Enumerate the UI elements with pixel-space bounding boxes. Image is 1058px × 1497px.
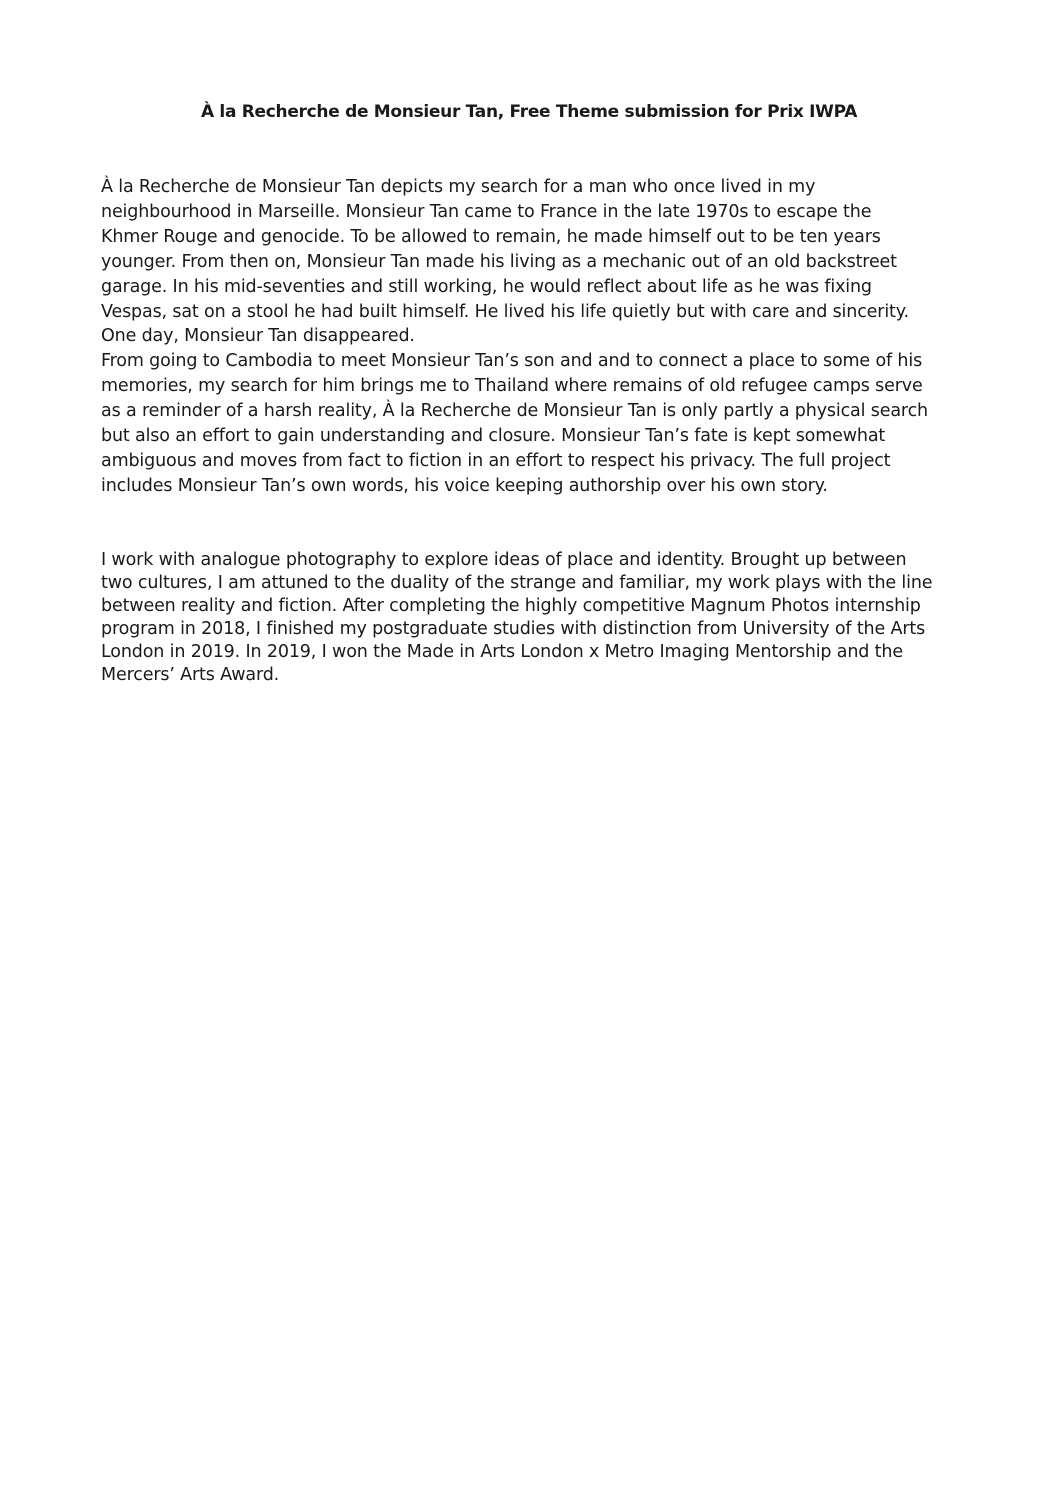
paragraph-line: includes Monsieur Tan’s own words, his voice keeping authorship over his own story.	[101, 475, 828, 496]
paragraph-line: One day, Monsieur Tan disappeared.	[101, 326, 415, 347]
paragraph-line: as a reminder of a harsh reality, À la Recherche de Monsieur Tan is only partly a physical search	[101, 401, 928, 422]
paragraph-line: From going to Cambodia to meet Monsieur Tan’s son and and to connect a place to some of his	[101, 351, 923, 372]
artist-statement-paragraph	[101, 549, 971, 688]
paragraph-line: two cultures, I am attuned to the duality of the strange and familiar, my work plays with the line	[101, 573, 933, 594]
document-title: À la Recherche de Monsieur Tan, Free Theme submission for Prix IWPA	[200, 102, 858, 122]
project-description-paragraph	[101, 175, 971, 499]
paragraph-line: I work with analogue photography to explore ideas of place and identity. Brought up between	[101, 550, 907, 570]
paragraph-line: garage. In his mid-seventies and still working, he would reflect about life as he was fixing	[101, 276, 872, 297]
paragraph-line: between reality and fiction. After completing the highly competitive Magnum Photos internship	[101, 596, 921, 617]
paragraph-line: memories, my search for him brings me to Thailand where remains of old refugee camps serve	[101, 376, 923, 397]
paragraph-line: but also an effort to gain understanding and closure. Monsieur Tan’s fate is kept somewhat	[101, 426, 886, 447]
paragraph-line: neighbourhood in Marseille. Monsieur Tan came to France in the late 1970s to escape the	[101, 201, 872, 222]
paragraph-line: Vespas, sat on a stool he had built himself. He lived his life quietly but with care and sincerity.	[101, 301, 909, 322]
paragraph-line: London in 2019. In 2019, I won the Made in Arts London x Metro Imaging Mentorship and the	[101, 642, 903, 663]
paragraph-line: Mercers’ Arts Award.	[101, 665, 280, 686]
paragraph-line: program in 2018, I finished my postgraduate studies with distinction from University of the Arts	[101, 619, 926, 640]
paragraph-line: Khmer Rouge and genocide. To be allowed to remain, he made himself out to be ten years	[101, 226, 881, 247]
paragraph-line: younger. From then on, Monsieur Tan made his living as a mechanic out of an old backstreet	[101, 251, 897, 272]
paragraph-line: À la Recherche de Monsieur Tan depicts my search for a man who once lived in my	[101, 177, 816, 197]
paragraph-line: ambiguous and moves from fact to fiction in an effort to respect his privacy. The full project	[101, 450, 891, 471]
